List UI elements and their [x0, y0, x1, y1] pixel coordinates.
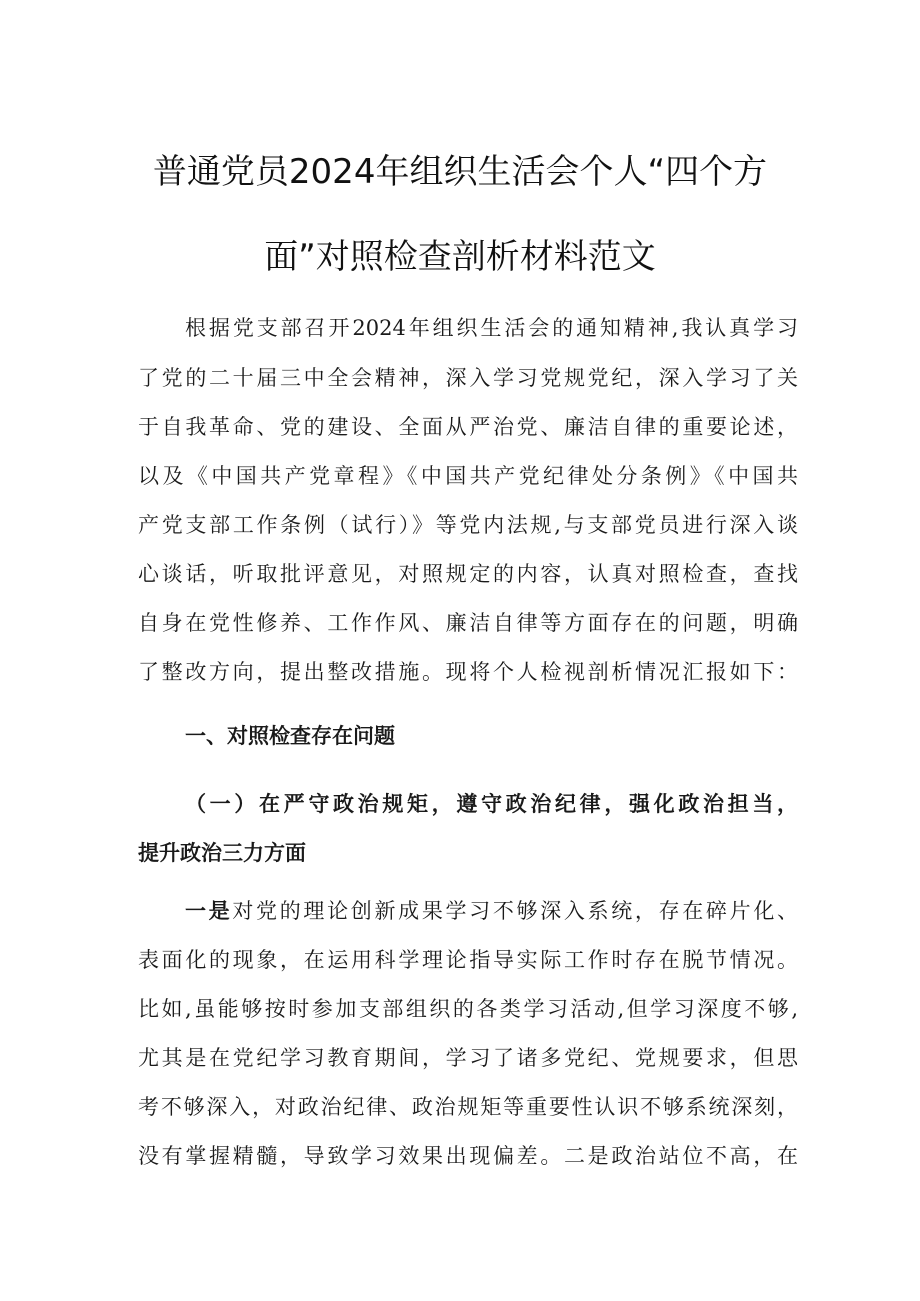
- point1-first-rest: 对党的理论创新成果学习不够深入系统，存在碎片化、: [232, 899, 798, 923]
- point1-lead: 一是: [185, 898, 233, 923]
- section-heading-1: 一、对照检查存在问题: [185, 724, 395, 748]
- intro-line-8: 了整改方向，提出整改措施。现将个人检视剖析情况汇报如下：: [138, 660, 798, 684]
- intro-line-6: 心谈话，听取批评意见，对照规定的内容，认真对照检查，查找: [138, 562, 798, 586]
- document-title-line-1: 普通党员2024年组织生活会个人“四个方: [152, 152, 768, 192]
- intro-line-1: 根据党支部召开2024年组织生活会的通知精神,我认真学习: [185, 316, 798, 340]
- point1-line-3: 比如,虽能够按时参加支部组织的各类学习活动,但学习深度不够,: [138, 997, 798, 1021]
- subsection-heading-line-1: （一）在严守政治规矩，遵守政治纪律，强化政治担当，: [185, 792, 798, 816]
- point1-line-6: 没有掌握精髓，导致学习效果出现偏差。二是政治站位不高，在: [138, 1144, 798, 1168]
- point1-line-5: 考不够深入，对政治纪律、政治规矩等重要性认识不够系统深刻，: [138, 1095, 798, 1119]
- subsection-heading-line-2: 提升政治三力方面: [138, 841, 306, 865]
- point1-line-2: 表面化的现象，在运用科学理论指导实际工作时存在脱节情况。: [138, 948, 798, 972]
- intro-line-5: 产党支部工作条例（试行）》等党内法规,与支部党员进行深入谈: [138, 513, 798, 537]
- intro-line-4: 以及《中国共产党章程》《中国共产党纪律处分条例》《中国共: [138, 464, 798, 488]
- point1-line-1: [185, 898, 798, 924]
- point1-line-4: 尤其是在党纪学习教育期间，学习了诸多党纪、党规要求，但思: [138, 1046, 798, 1070]
- document-title-line-2: 面”对照检查剖析材料范文: [264, 237, 656, 277]
- intro-line-2: 了党的二十届三中全会精神，深入学习党规党纪，深入学习了关: [138, 366, 798, 390]
- intro-line-3: 于自我革命、党的建设、全面从严治党、廉洁自律的重要论述，: [138, 415, 798, 439]
- intro-line-7: 自身在党性修养、工作作风、廉洁自律等方面存在的问题，明确: [138, 611, 798, 635]
